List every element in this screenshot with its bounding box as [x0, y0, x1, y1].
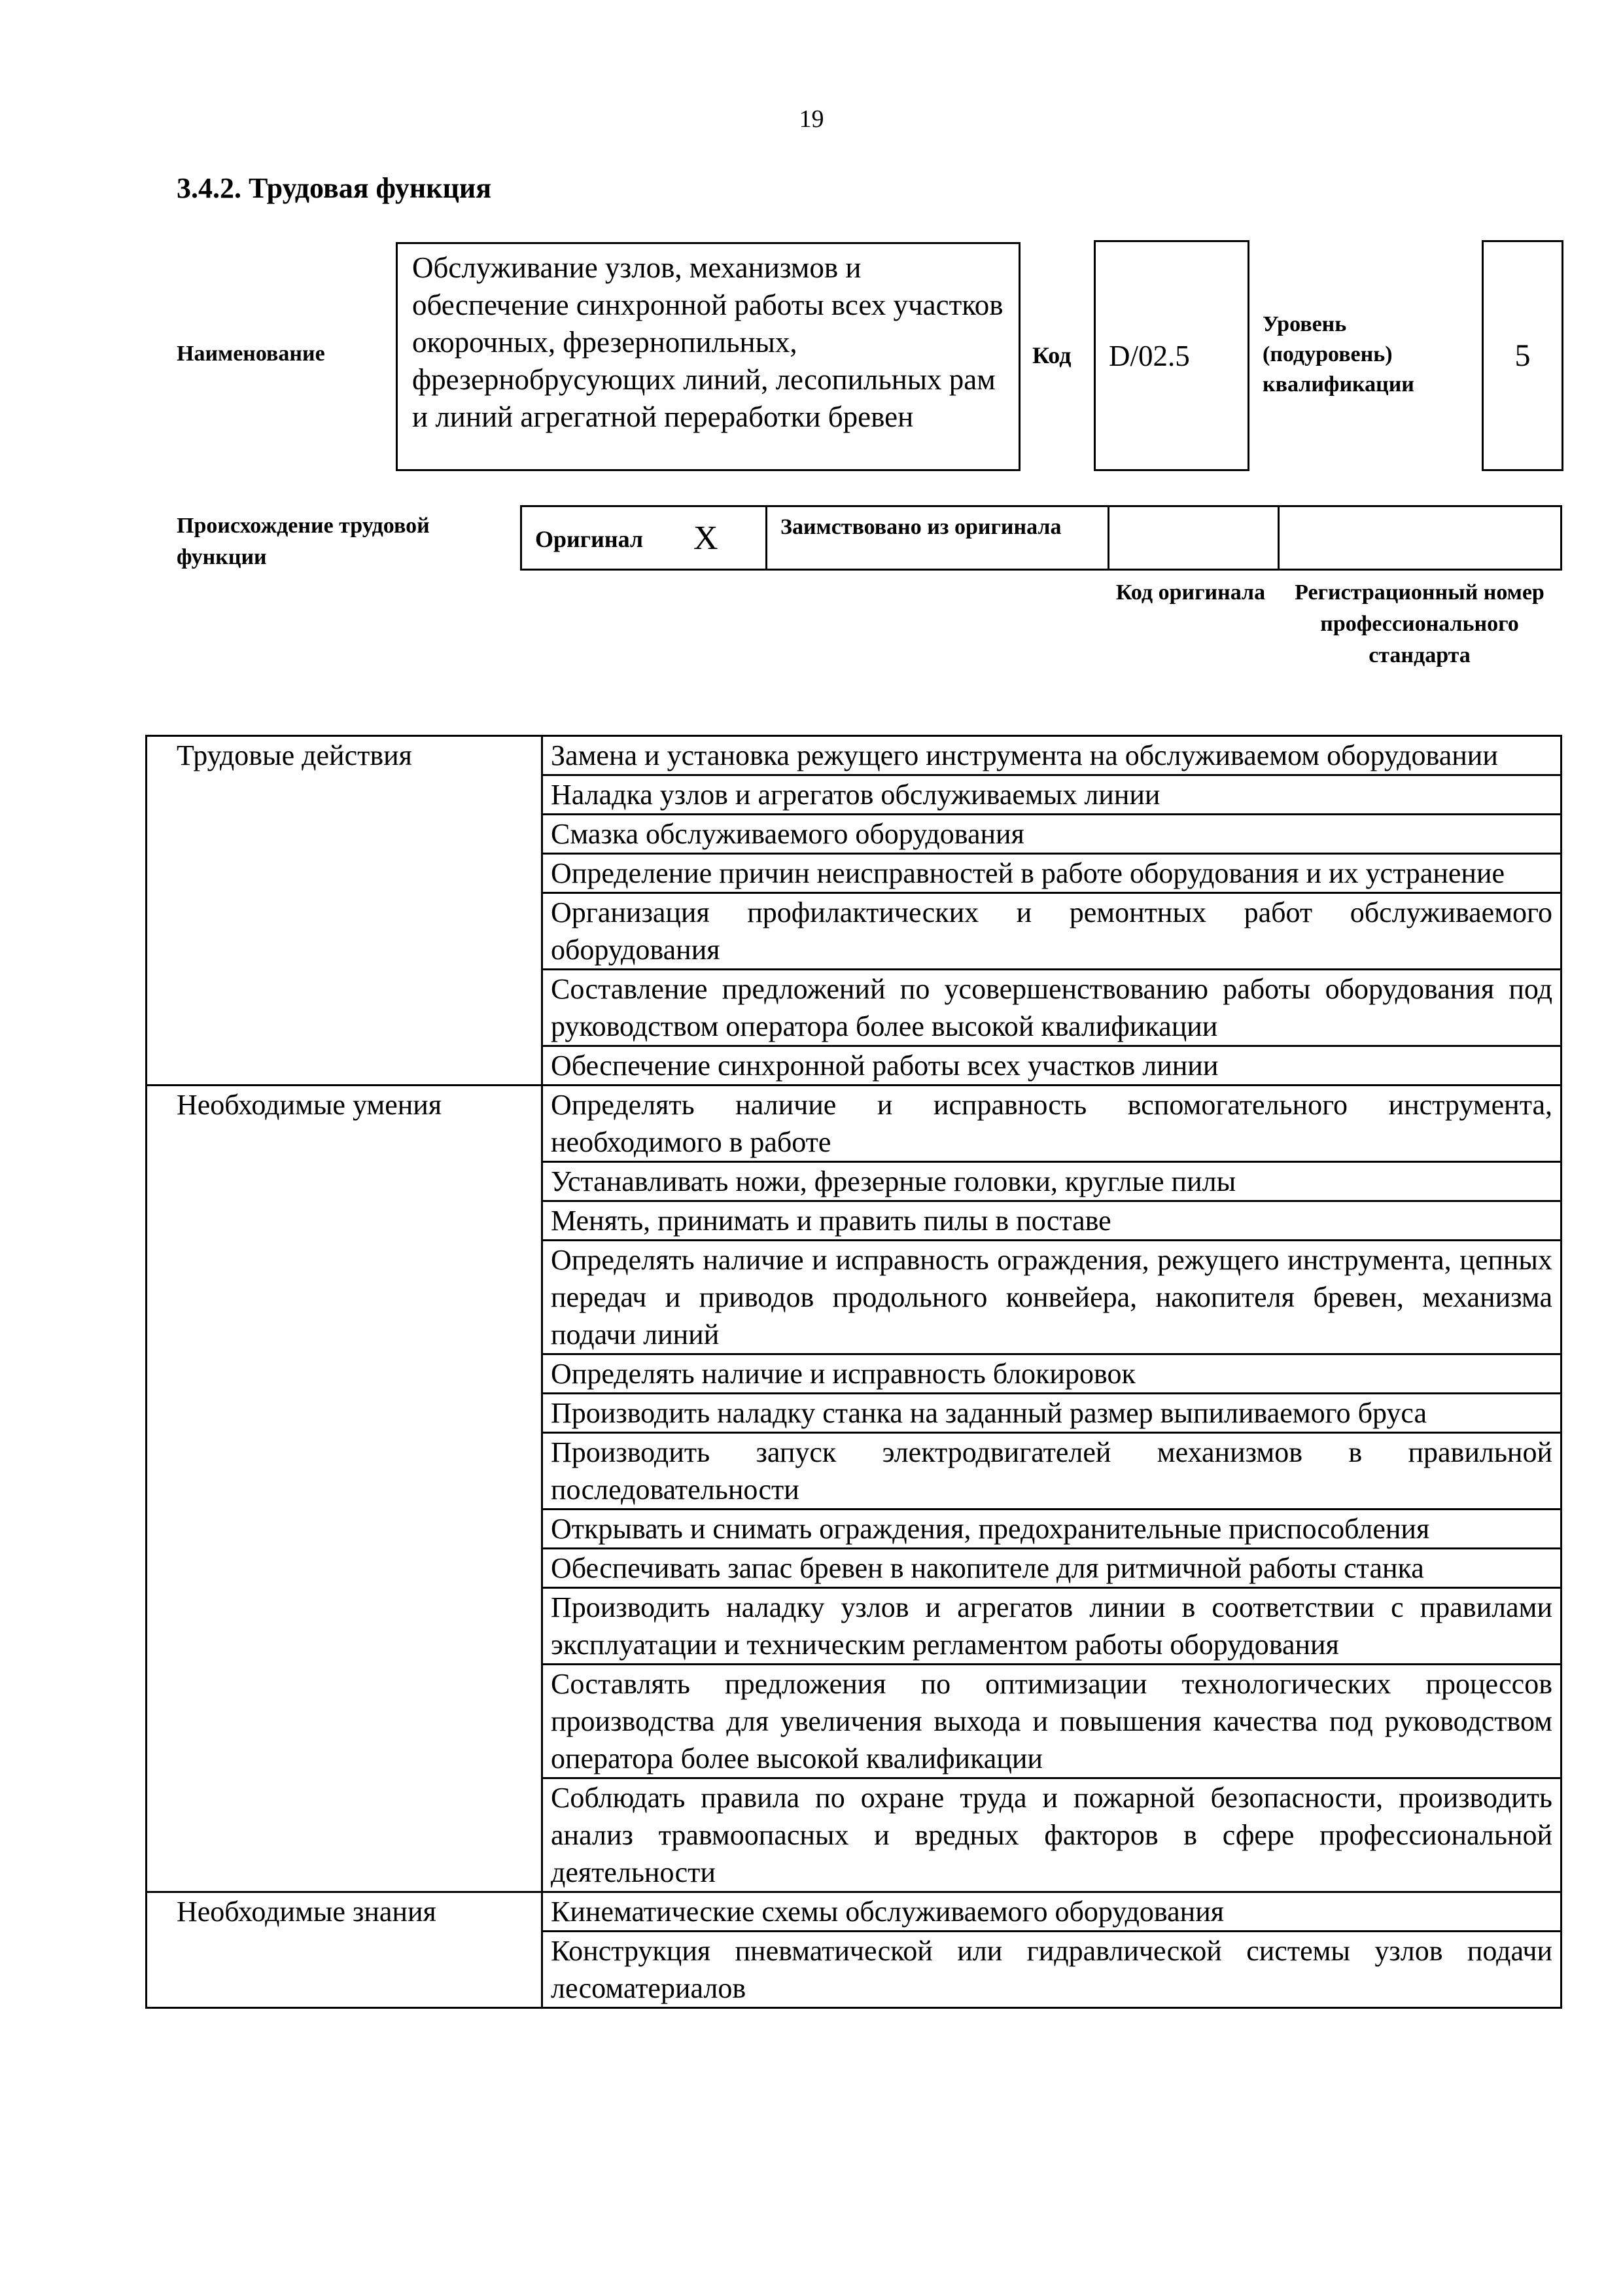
- function-name-value: Обслуживание узлов, механизмов и обеспечение синхронной работы всех участков окорочных, фрезернопильных, фрезернобрусующих линий, лесопильных рам и линий агрегатной переработки бревен: [396, 242, 1021, 471]
- origin-original-cell: [522, 507, 767, 569]
- table-item-cell: Кинематические схемы обслуживаемого оборудования: [542, 1892, 1562, 1932]
- table-item-cell: Конструкция пневматической или гидравлической системы узлов подачи лесоматериалов: [542, 1932, 1562, 2008]
- table-row: [147, 1892, 1562, 1932]
- table-item-cell: Обеспечивать запас бревен в накопителе для ритмичной работы станка: [542, 1549, 1562, 1588]
- qualification-level-value: 5: [1482, 240, 1563, 471]
- page-number: 19: [799, 105, 824, 133]
- table-item-cell: Обеспечение синхронной работы всех участков линии: [542, 1046, 1562, 1086]
- section-title: 3.4.2. Трудовая функция: [177, 172, 492, 204]
- reg-number-label: Регистрационный номер профессионального стандарта: [1295, 580, 1544, 667]
- table-item-cell: Определять наличие и исправность ограждения, режущего инструмента, цепных передач и приводов продольного конвейера, накопителя бревен, механизма подачи линий: [542, 1241, 1562, 1354]
- function-code-value: D/02.5: [1094, 240, 1249, 471]
- code-original-label: Код оригинала: [1115, 580, 1266, 605]
- table-item-cell: Составлять предложения по оптимизации технологических процессов производства для увеличения выхода и повышения качества под руководством оператора более высокой квалификации: [542, 1665, 1562, 1778]
- origin-label: Происхождение трудовой функции: [177, 514, 430, 569]
- code-label: Код: [1032, 342, 1072, 368]
- table-row: [147, 736, 1562, 775]
- table-item-cell: Соблюдать правила по охране труда и пожарной безопасности, производить анализ травмоопасных и вредных факторов в сфере профессиональной деятельности: [542, 1778, 1562, 1892]
- table-item-cell: Устанавливать ножи, фрезерные головки, круглые пилы: [542, 1162, 1562, 1201]
- table-item-cell: Наладка узлов и агрегатов обслуживаемых линии: [542, 775, 1562, 815]
- table-item-cell: Производить запуск электродвигателей механизмов в правильной последовательности: [542, 1433, 1562, 1510]
- origin-original-mark: X: [693, 520, 718, 557]
- table-item-cell: Производить наладку станка на заданный размер выпиливаемого бруса: [542, 1394, 1562, 1433]
- origin-original-label: Оригинал: [535, 526, 644, 552]
- table-item-cell: Смазка обслуживаемого оборудования: [542, 815, 1562, 854]
- origin-borrowed-label: Заимствовано из оригинала: [780, 515, 1062, 539]
- table-item-cell: Открывать и снимать ограждения, предохранительные приспособления: [542, 1510, 1562, 1549]
- table-item-cell: Определение причин неисправностей в работе оборудования и их устранение: [542, 854, 1562, 893]
- table-item-cell: Менять, принимать и править пилы в поставе: [542, 1201, 1562, 1241]
- origin-reg-number-cell: [1280, 507, 1560, 569]
- origin-row: [520, 505, 1562, 571]
- table-item-cell: Составление предложений по усовершенствованию работы оборудования под руководством оператора более высокой квалификации: [542, 970, 1562, 1046]
- table-item-cell: Замена и установка режущего инструмента на обслуживаемом оборудовании: [542, 736, 1562, 775]
- origin-code-cell: [1109, 507, 1280, 569]
- table-item-cell: Организация профилактических и ремонтных работ обслуживаемого оборудования: [542, 893, 1562, 970]
- labor-function-table: [145, 735, 1562, 2009]
- qualification-level-label: Уровень (подуровень) квалификации: [1263, 312, 1414, 397]
- table-item-cell: Производить наладку узлов и агрегатов линии в соответствии с правилами эксплуатации и техническим регламентом работы оборудования: [542, 1588, 1562, 1665]
- name-label: Наименование: [177, 342, 325, 366]
- table-row: [147, 1086, 1562, 1162]
- section-category-cell: Трудовые действия: [147, 736, 542, 1086]
- section-category-cell: Необходимые умения: [147, 1086, 542, 1892]
- table-item-cell: Определять наличие и исправность вспомогательного инструмента, необходимого в работе: [542, 1086, 1562, 1162]
- section-category-cell: Необходимые знания: [147, 1892, 542, 2008]
- origin-borrowed-cell: [767, 507, 1109, 569]
- table-item-cell: Определять наличие и исправность блокировок: [542, 1354, 1562, 1394]
